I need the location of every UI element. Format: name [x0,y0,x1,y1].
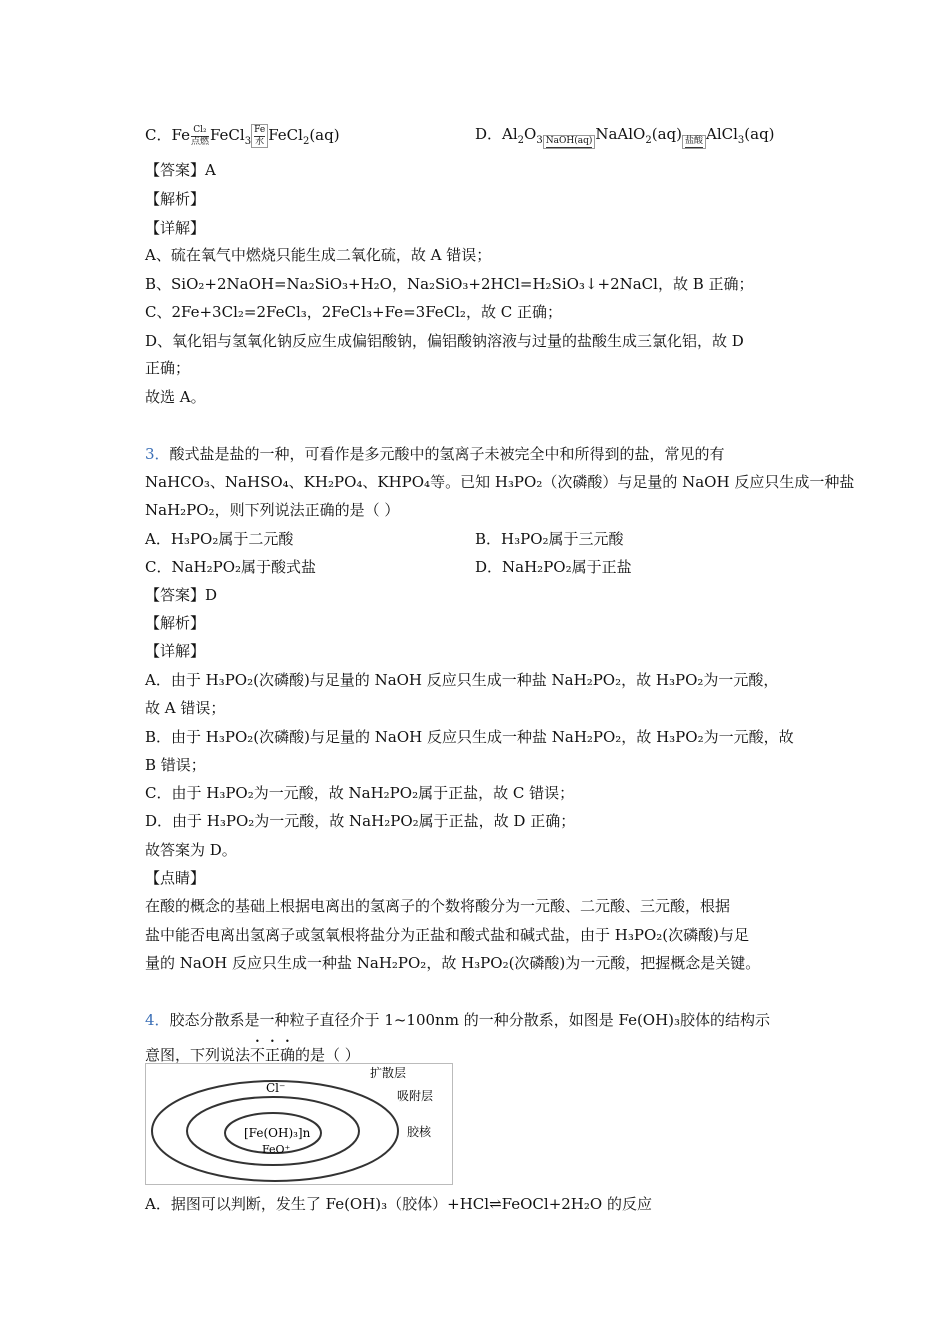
q3-option-c: C．NaH₂PO₂属于酸式盐 [145,558,317,576]
detail-line-b-cont: B 错误； [145,756,206,774]
diffusion-layer-label: 扩散层 [370,1066,407,1080]
detail-line-c: C、2Fe+3Cl₂=2FeCl₃，2FeCl₃+Fe=3FeCl₂，故 C 正确； [145,303,562,321]
detail-line-d: D、氧化铝与氢氧化钠反应生成偏铝酸钠，偏铝酸钠溶液与过量的盐酸生成三氯化铝，故 D [145,332,744,350]
q3-option-d: D．NaH₂PO₂属于正盐 [475,558,632,576]
detail-line-c: C．由于 H₃PO₂为一元酸，故 NaH₂PO₂属于正盐，故 C 错误； [145,784,575,802]
arrow-condition: Cl₂ [193,125,207,135]
subscript: 3 [244,136,252,147]
detail-heading: 【详解】 [145,219,206,237]
reaction-arrow [682,135,706,149]
reaction-arrow [251,124,268,148]
formula: AlCl [706,125,738,143]
answer-heading: 【答案】A [145,161,216,179]
subscript: 2 [302,136,310,147]
arrow-condition: 点燃 [190,137,209,147]
detail-line-a: A、硫在氧气中燃烧只能生成二氧化硫，故 A 错误； [145,246,492,264]
question-number: 4． [145,1011,170,1029]
q4-stem [145,1010,770,1030]
option-label: C．Fe [145,126,190,144]
arrow-condition: Fe [254,125,266,135]
colloid-core-label: 胶核 [407,1125,432,1139]
question-number: 3． [145,445,170,463]
formula: FeCl [268,126,303,144]
q2-option-c [145,124,340,148]
analysis-heading: 【解析】 [145,190,206,208]
subscript: 3 [536,135,543,146]
formula-tail: (aq) [744,125,775,143]
q3-option-a: A．H₃PO₂属于二元酸 [145,530,294,548]
colloid-structure-diagram [145,1063,453,1185]
detail-line-d-cont: 正确； [145,359,191,377]
q2-option-d [475,124,775,149]
question-text: 酸式盐是盐的一种，可看作是多元酸中的氢离子未被完全中和所得到的盐，常见的有 [169,445,725,463]
arrow-condition: NaOH(aq) [545,136,593,146]
reaction-arrow [543,135,596,149]
detail-line-a: A．由于 H₃PO₂(次磷酸)与足量的 NaOH 反应只生成一种盐 NaH₂PO₂，故 H₃PO₂为一元酸， [145,671,779,689]
adsorption-layer-label: 吸附层 [397,1089,434,1103]
conclusion: 故选 A。 [145,388,206,406]
chloride-ion-label: Cl⁻ [266,1081,286,1095]
detail-heading: 【详解】 [145,642,206,660]
question-text: 意图，下列说法 [145,1046,251,1064]
answer-heading: 【答案】D [145,586,218,604]
analysis-heading: 【解析】 [145,614,206,632]
q3-stem-line3: NaH₂PO₂，则下列说法正确的是（ ） [145,501,400,519]
tip-line-1: 在酸的概念的基础上根据电离出的氢离子的个数将酸分为一元酸、二元酸、三元酸，根据 [145,897,731,915]
formula: FeCl [209,126,245,144]
reaction-arrow [190,125,210,147]
arrow-condition: 水 [255,137,265,147]
detail-line-a-cont: 故 A 错误； [145,699,226,717]
detail-line-d: D．由于 H₃PO₂为一元酸，故 NaH₂PO₂属于正盐，故 D 正确； [145,812,576,830]
formula-tail: (aq) [309,126,340,144]
tip-line-3: 量的 NaOH 反应只生成一种盐 NaH₂PO₂，故 H₃PO₂(次磷酸)为一元酸，把握概念是关键。 [145,954,761,972]
emphasized-text: 不正确 [250,1046,296,1064]
tip-line-2: 盐中能否电离出氢离子或氢氧根将盐分为正盐和酸式盐和碱式盐，由于 H₃PO₂(次磷酸)与足 [145,926,749,944]
subscript: 3 [737,135,745,146]
q3-stem [145,444,725,464]
q3-stem-line2: NaHCO₃、NaHSO₄、KH₂PO₄、KHPO₄等。已知 H₃PO₂（次磷酸）与足量的 NaOH 反应只生成一种盐 [145,473,855,491]
q3-option-b: B．H₃PO₂属于三元酸 [475,530,624,548]
q4-stem-line2 [145,1037,360,1065]
question-text: 的是（ ） [295,1046,360,1064]
subscript: 2 [517,135,525,146]
formula: O [524,125,537,143]
subscript: 2 [645,135,652,146]
detail-line-b: B．由于 H₃PO₂(次磷酸)与足量的 NaOH 反应只生成一种盐 NaH₂PO₂，故 H₃PO₂为一元酸，故 [145,728,794,746]
q4-option-a: A．据图可以判断，发生了 Fe(OH)₃（胶体）+HCl⇌FeOCl+2H₂O 的反应 [145,1195,652,1213]
question-text: 胶态分散系是一种粒子直径介于 1~100nm 的一种分散系，如图是 Fe(OH)₃胶体的结构示 [169,1011,771,1029]
core-formula-label: [Fe(OH)₃]n [244,1126,311,1140]
detail-line-b: B、SiO₂+2NaOH=Na₂SiO₃+H₂O，Na₂SiO₃+2HCl=H₂SiO₃↓+2NaCl，故 B 正确； [145,275,754,293]
feo-ion-label: FeO⁺ [262,1143,291,1156]
conclusion: 故答案为 D。 [145,841,237,859]
arrow-condition: 盐酸 [684,136,703,146]
tip-heading: 【点睛】 [145,869,206,887]
option-label: D．Al [475,125,518,143]
formula: NaAlO [595,125,646,143]
formula-tail: (aq) [651,125,682,143]
